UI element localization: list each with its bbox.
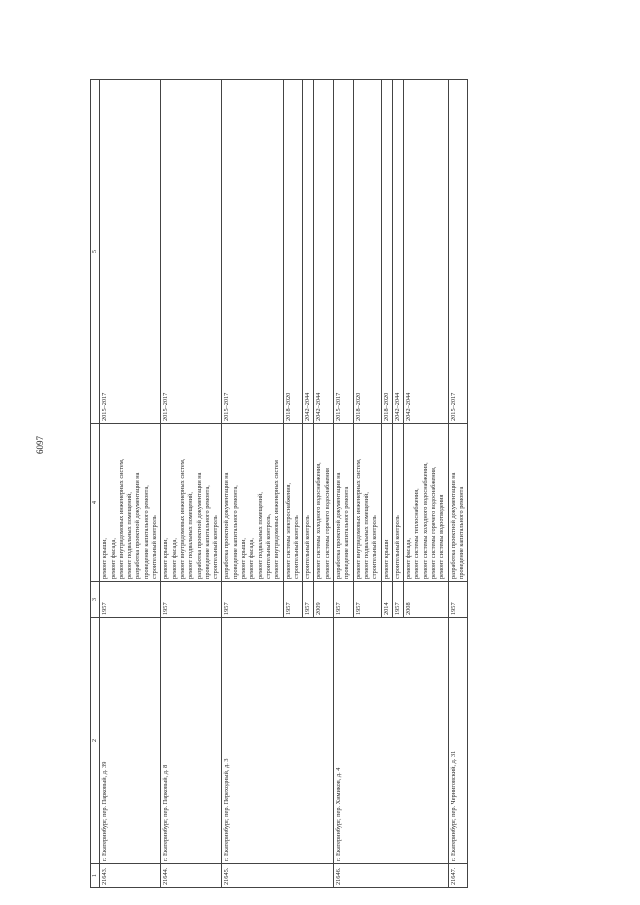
works-cell bbox=[448, 424, 468, 582]
period-text: 2042–2044 bbox=[315, 392, 323, 421]
period-text: 2015–2017 bbox=[101, 392, 109, 421]
address-cell: г. Екатеринбург, пер. Парковый, д. 8 bbox=[161, 618, 222, 864]
table-row bbox=[161, 80, 222, 888]
row-number-cell: 21645. bbox=[222, 864, 334, 888]
work-item: ремонт системы холодного водоснабжения, bbox=[421, 462, 429, 579]
header-cell: 5 bbox=[91, 80, 100, 424]
work-item: ремонт системы горячего водоснабжения bbox=[323, 468, 331, 579]
work-item: разработка проектной документации на bbox=[195, 472, 203, 579]
work-item: ремонт фасада, bbox=[170, 538, 178, 579]
work-item: строительный контроль, bbox=[264, 513, 272, 579]
year-cell: 2014 bbox=[381, 582, 392, 618]
year-cell: 1957 bbox=[392, 582, 403, 618]
period-cell bbox=[353, 80, 381, 424]
table-row bbox=[448, 80, 468, 888]
work-item: строительный контроль bbox=[292, 515, 300, 579]
works-cell bbox=[353, 424, 381, 582]
work-item: ремонт подвальных помещений, bbox=[126, 492, 134, 579]
work-item: ремонт подвальных помещений, bbox=[256, 492, 264, 579]
works-cell bbox=[303, 424, 314, 582]
work-item: проведение капитального ремонта, bbox=[231, 485, 239, 579]
work-item: ремонт внутридомовых инженерных систем, bbox=[117, 458, 125, 579]
work-item: ремонт крыши bbox=[382, 539, 390, 579]
works-cell bbox=[283, 424, 303, 582]
works-cell bbox=[334, 424, 354, 582]
work-item: ремонт крыши, bbox=[240, 537, 248, 579]
work-item: проведение капитального ремонта bbox=[343, 486, 351, 579]
work-item: ремонт крыши, bbox=[162, 537, 170, 579]
repair-register-table bbox=[90, 79, 468, 888]
work-item: строительный контроль bbox=[393, 515, 401, 579]
period-cell bbox=[222, 80, 283, 424]
header-cell: 1 bbox=[91, 864, 100, 888]
page-number: 6097 bbox=[35, 436, 45, 454]
period-cell bbox=[392, 80, 403, 424]
year-cell: 1957 bbox=[161, 582, 222, 618]
works-cell bbox=[404, 424, 448, 582]
address-cell: г. Екатеринбург, пер. Черниговский, д. 31 bbox=[448, 618, 468, 864]
works-cell bbox=[381, 424, 392, 582]
work-item: строительный контроль bbox=[212, 515, 220, 579]
table-row bbox=[334, 80, 354, 888]
work-item: ремонт подвальных помещений, bbox=[362, 492, 370, 579]
period-text: 2018–2020 bbox=[382, 392, 390, 421]
work-item: ремонт фасада, bbox=[109, 538, 117, 579]
work-item: строительный контроль bbox=[304, 515, 312, 579]
address-cell: г. Екатеринбург, пер. Химиков, д. 4 bbox=[334, 618, 449, 864]
work-item: ремонт внутридомовых инженерных систем, bbox=[178, 458, 186, 579]
period-cell bbox=[314, 80, 334, 424]
work-item: строительный контроль bbox=[151, 515, 159, 579]
work-item: ремонт подвальных помещений, bbox=[187, 492, 195, 579]
work-item: разработка проектной документации на bbox=[134, 472, 142, 579]
period-cell bbox=[100, 80, 161, 424]
period-text: 2015–2017 bbox=[223, 392, 231, 421]
period-text: 2042–2044 bbox=[393, 392, 401, 421]
work-item: ремонт фасада, bbox=[248, 538, 256, 579]
year-cell: 1957 bbox=[353, 582, 381, 618]
header-cell: 2 bbox=[91, 618, 100, 864]
header-cell: 4 bbox=[91, 424, 100, 582]
work-item: проведение капитального ремонта, bbox=[203, 485, 211, 579]
work-item: ремонт крыши, bbox=[101, 537, 109, 579]
work-item: ремонт внутридомовых инженерных систем bbox=[273, 460, 281, 579]
header-cell: 3 bbox=[91, 582, 100, 618]
work-item: ремонт системы водоотведения bbox=[438, 494, 446, 579]
year-cell: 2008 bbox=[404, 582, 448, 618]
period-cell bbox=[404, 80, 448, 424]
year-cell: 1957 bbox=[222, 582, 283, 618]
work-item: ремонт внутридомовых инженерных систем, bbox=[354, 458, 362, 579]
period-text: 2042–2044 bbox=[405, 392, 413, 421]
address-cell: г. Екатеринбург, пер. Парковый, д. 39 bbox=[100, 618, 161, 864]
works-cell bbox=[314, 424, 334, 582]
period-cell bbox=[283, 80, 303, 424]
rotated-register-sheet bbox=[90, 80, 590, 888]
work-item: ремонт системы электроснабжения, bbox=[284, 482, 292, 579]
year-cell: 1957 bbox=[283, 582, 303, 618]
work-item: проведение капитального ремонта bbox=[457, 486, 465, 579]
period-text: 2015–2017 bbox=[162, 392, 170, 421]
work-item: разработка проектной документации на bbox=[335, 472, 343, 579]
period-cell bbox=[161, 80, 222, 424]
period-cell bbox=[448, 80, 468, 424]
year-cell: 2009 bbox=[314, 582, 334, 618]
work-item: разработка проектной документации на bbox=[449, 472, 457, 579]
header-row bbox=[91, 80, 100, 888]
address-cell: г. Екатеринбург, пер. Переходный, д. 3 bbox=[222, 618, 334, 864]
table-row bbox=[222, 80, 283, 888]
period-text: 2042–2044 bbox=[304, 392, 312, 421]
works-cell bbox=[100, 424, 161, 582]
period-text: 2018–2020 bbox=[354, 392, 362, 421]
works-cell bbox=[222, 424, 283, 582]
year-cell: 1957 bbox=[334, 582, 354, 618]
work-item: ремонт системы холодного водоснабжения, bbox=[315, 462, 323, 579]
year-cell: 1957 bbox=[303, 582, 314, 618]
period-text: 2015–2017 bbox=[449, 392, 457, 421]
work-item: ремонт фасада, bbox=[405, 538, 413, 579]
row-number-cell: 21644. bbox=[161, 864, 222, 888]
works-cell bbox=[392, 424, 403, 582]
year-cell: 1957 bbox=[100, 582, 161, 618]
works-cell bbox=[161, 424, 222, 582]
work-item: разработка проектной документации на bbox=[223, 472, 231, 579]
work-item: ремонт системы горячего водоснабжения, bbox=[429, 466, 437, 579]
period-cell bbox=[334, 80, 354, 424]
work-item: ремонт системы теплоснабжения, bbox=[413, 488, 421, 579]
row-number-cell: 21643. bbox=[100, 864, 161, 888]
period-cell bbox=[381, 80, 392, 424]
work-item: проведение капитального ремонта, bbox=[142, 485, 150, 579]
table-row bbox=[100, 80, 161, 888]
year-cell: 1957 bbox=[448, 582, 468, 618]
row-number-cell: 21647. bbox=[448, 864, 468, 888]
work-item: строительный контроль bbox=[371, 515, 379, 579]
row-number-cell: 21646. bbox=[334, 864, 449, 888]
period-cell bbox=[303, 80, 314, 424]
period-text: 2015–2017 bbox=[335, 392, 343, 421]
period-text: 2018–2020 bbox=[284, 392, 292, 421]
